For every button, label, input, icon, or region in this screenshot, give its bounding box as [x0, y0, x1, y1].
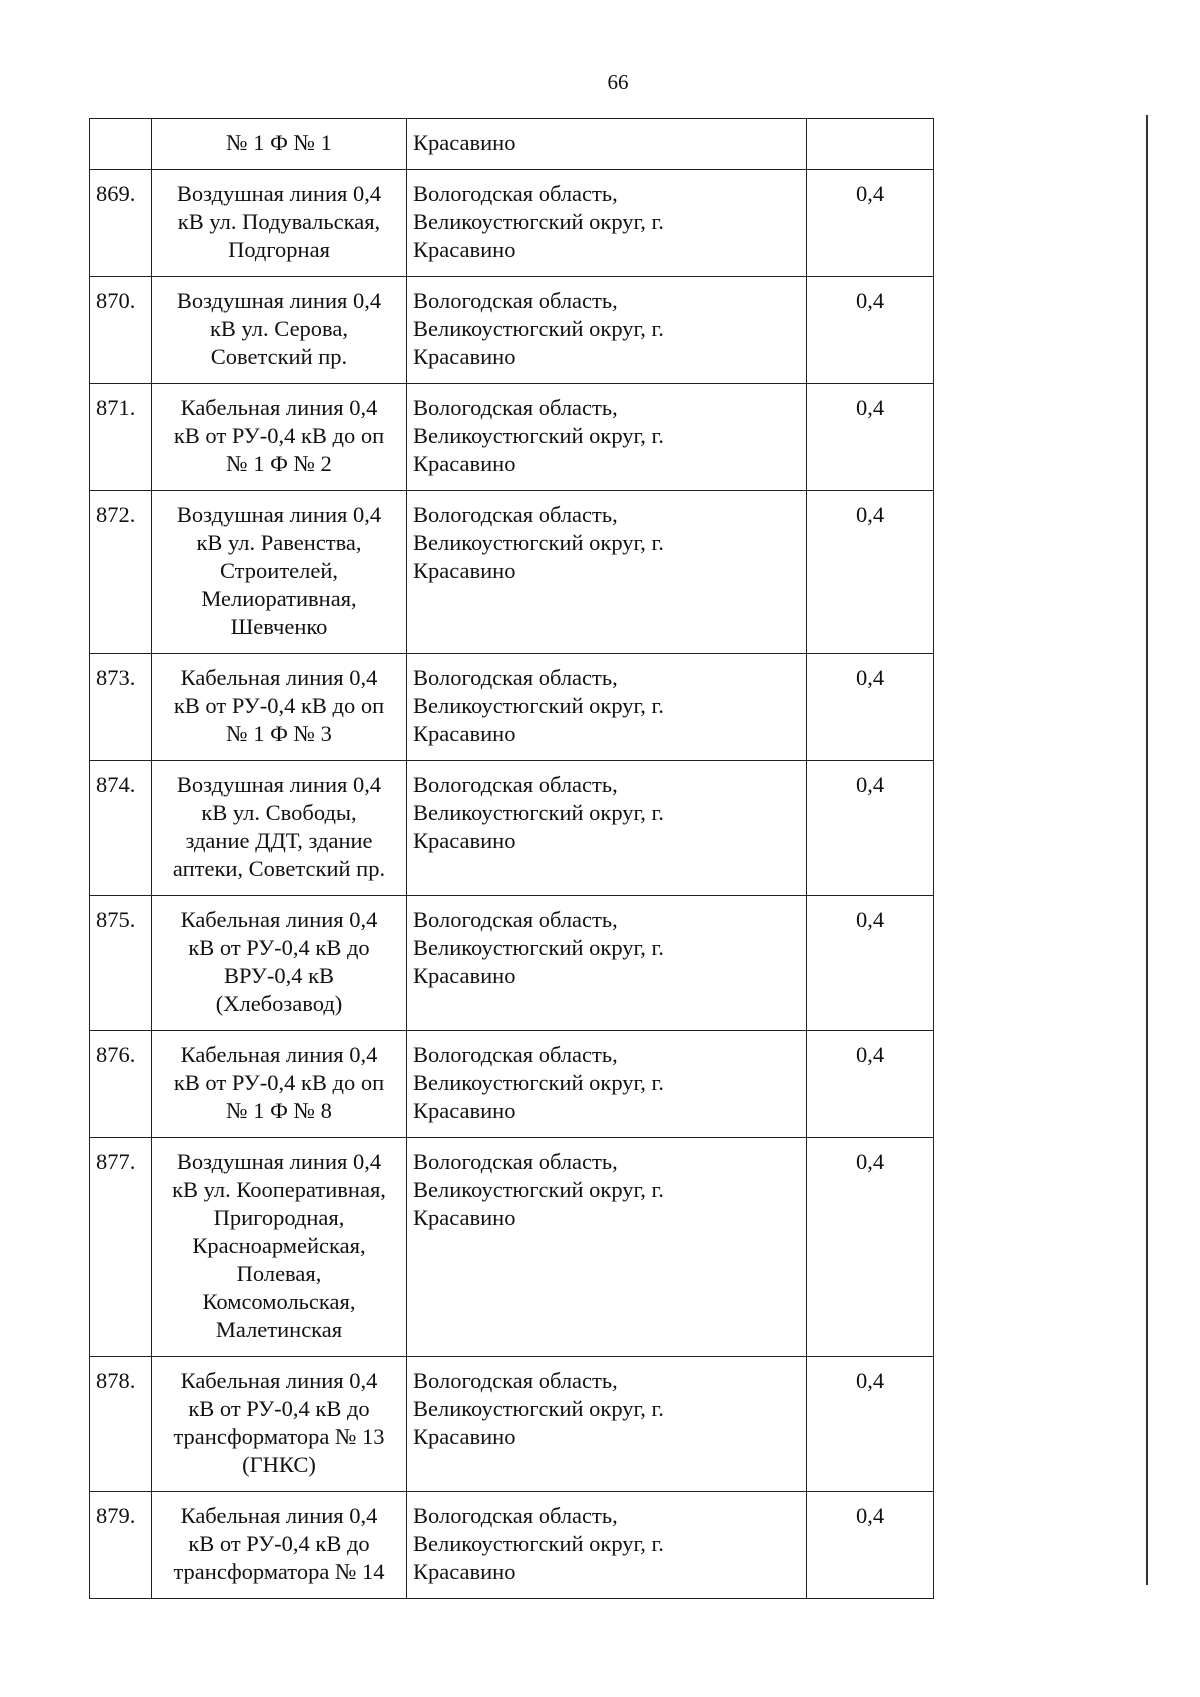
object-name-cell: [152, 491, 407, 654]
address-line: Красавино: [413, 451, 516, 476]
object-name-line: кВ ул. Равенства,: [196, 530, 362, 555]
voltage-value: 0,4: [807, 1492, 934, 1599]
object-name-line: № 1 Ф № 3: [226, 721, 332, 746]
object-name-line: Кабельная линия 0,4: [180, 1503, 378, 1528]
object-name-line: Строителей,: [219, 558, 339, 583]
object-name-line: кВ ул. Кооперативная,: [172, 1177, 386, 1202]
table-row: [90, 1138, 934, 1357]
address-line: Великоустюгский округ, г.: [413, 530, 664, 555]
address-line: Вологодская область,: [413, 1042, 618, 1067]
object-name-cell: [152, 277, 407, 384]
object-name-line: Кабельная линия 0,4: [180, 665, 378, 690]
row-number: 875.: [90, 896, 152, 1031]
object-name-line: кВ ул. Подувальская,: [177, 209, 381, 234]
object-name-line: № 1 Ф № 1: [226, 130, 332, 155]
address-line: Великоустюгский округ, г.: [413, 1177, 664, 1202]
voltage-value: 0,4: [807, 654, 934, 761]
table-row: [90, 761, 934, 896]
table-row: [90, 491, 934, 654]
address-line: Великоустюгский округ, г.: [413, 693, 664, 718]
row-number: 869.: [90, 170, 152, 277]
address-cell: [407, 1492, 807, 1599]
voltage-value: 0,4: [807, 491, 934, 654]
object-name-line: Шевченко: [230, 614, 328, 639]
address-cell: [407, 896, 807, 1031]
address-line: Великоустюгский округ, г.: [413, 423, 664, 448]
voltage-value: 0,4: [807, 1031, 934, 1138]
object-name-line: Кабельная линия 0,4: [180, 395, 378, 420]
row-number: 873.: [90, 654, 152, 761]
object-name-line: кВ от РУ-0,4 кВ до: [188, 935, 370, 960]
object-name-cell: [152, 1031, 407, 1138]
address-line: Великоустюгский округ, г.: [413, 1531, 664, 1556]
object-name-cell: [152, 384, 407, 491]
object-name-line: Кабельная линия 0,4: [180, 1368, 378, 1393]
address-cell: [407, 1357, 807, 1492]
object-name-cell: [152, 1357, 407, 1492]
address-line: Вологодская область,: [413, 502, 618, 527]
object-name-line: аптеки, Советский пр.: [172, 856, 386, 881]
address-line: Красавино: [413, 1424, 516, 1449]
address-cell: [407, 654, 807, 761]
table-row: [90, 119, 934, 170]
margin-rule: [1146, 115, 1148, 1585]
object-name-line: Кабельная линия 0,4: [180, 1042, 378, 1067]
address-line: Красавино: [413, 130, 516, 155]
table-row: [90, 1357, 934, 1492]
row-number: [90, 119, 152, 170]
object-name-line: № 1 Ф № 2: [226, 451, 332, 476]
address-line: Красавино: [413, 963, 516, 988]
address-line: Великоустюгский округ, г.: [413, 209, 664, 234]
row-number: 876.: [90, 1031, 152, 1138]
row-number: 870.: [90, 277, 152, 384]
object-name-line: (ГНКС): [242, 1452, 316, 1477]
voltage-value: 0,4: [807, 277, 934, 384]
object-name-line: трансформатора № 14: [173, 1559, 385, 1584]
object-name-cell: [152, 761, 407, 896]
object-name-line: № 1 Ф № 8: [226, 1098, 332, 1123]
address-line: Красавино: [413, 828, 516, 853]
object-name-line: Комсомольская,: [202, 1289, 356, 1314]
address-line: Вологодская область,: [413, 1368, 618, 1393]
object-name-line: Советский пр.: [210, 344, 348, 369]
table-row: [90, 1031, 934, 1138]
voltage-value: 0,4: [807, 1138, 934, 1357]
address-cell: [407, 761, 807, 896]
address-cell: [407, 384, 807, 491]
object-name-line: Малетинская: [215, 1317, 343, 1342]
address-line: Вологодская область,: [413, 181, 618, 206]
table-row: [90, 654, 934, 761]
address-line: Великоустюгский округ, г.: [413, 316, 664, 341]
object-name-line: ВРУ-0,4 кВ: [223, 963, 335, 988]
table-row: [90, 170, 934, 277]
object-name-line: (Хлебозавод): [215, 991, 343, 1016]
address-line: Красавино: [413, 237, 516, 262]
object-name-line: кВ от РУ-0,4 кВ до: [188, 1531, 370, 1556]
address-line: Вологодская область,: [413, 772, 618, 797]
voltage-value: [807, 119, 934, 170]
address-cell: [407, 170, 807, 277]
address-cell: [407, 277, 807, 384]
object-name-line: Воздушная линия 0,4: [176, 1149, 382, 1174]
object-name-line: Полевая,: [236, 1261, 322, 1286]
page-number: 66: [607, 70, 629, 94]
voltage-value: 0,4: [807, 896, 934, 1031]
address-cell: [407, 1138, 807, 1357]
address-cell: [407, 119, 807, 170]
table-row: [90, 1492, 934, 1599]
row-number: 871.: [90, 384, 152, 491]
table-row: [90, 896, 934, 1031]
address-line: Великоустюгский округ, г.: [413, 1070, 664, 1095]
object-name-line: Воздушная линия 0,4: [176, 181, 382, 206]
voltage-value: 0,4: [807, 170, 934, 277]
address-line: Вологодская область,: [413, 1503, 618, 1528]
voltage-value: 0,4: [807, 384, 934, 491]
object-name-line: здание ДДТ, здание: [185, 828, 373, 853]
object-name-line: Воздушная линия 0,4: [176, 288, 382, 313]
address-line: Вологодская область,: [413, 907, 618, 932]
voltage-value: 0,4: [807, 761, 934, 896]
object-name-line: Воздушная линия 0,4: [176, 772, 382, 797]
address-line: Красавино: [413, 1098, 516, 1123]
address-line: Великоустюгский округ, г.: [413, 800, 664, 825]
object-name-line: кВ ул. Серова,: [209, 316, 348, 341]
object-name-cell: [152, 119, 407, 170]
object-name-cell: [152, 654, 407, 761]
row-number: 878.: [90, 1357, 152, 1492]
object-name-cell: [152, 1492, 407, 1599]
object-name-line: кВ от РУ-0,4 кВ до оп: [173, 693, 385, 718]
address-line: Красавино: [413, 721, 516, 746]
object-name-line: трансформатора № 13: [173, 1424, 385, 1449]
object-name-cell: [152, 1138, 407, 1357]
address-line: Вологодская область,: [413, 1149, 618, 1174]
object-name-line: Воздушная линия 0,4: [176, 502, 382, 527]
address-line: Великоустюгский округ, г.: [413, 1396, 664, 1421]
address-line: Великоустюгский округ, г.: [413, 935, 664, 960]
row-number: 879.: [90, 1492, 152, 1599]
object-name-line: кВ от РУ-0,4 кВ до оп: [173, 423, 385, 448]
table-body: [90, 119, 934, 1599]
row-number: 872.: [90, 491, 152, 654]
object-name-line: Кабельная линия 0,4: [180, 907, 378, 932]
row-number: 877.: [90, 1138, 152, 1357]
object-name-line: кВ ул. Свободы,: [201, 800, 357, 825]
object-name-line: Красноармейская,: [192, 1233, 366, 1258]
address-line: Красавино: [413, 344, 516, 369]
object-name-cell: [152, 170, 407, 277]
voltage-value: 0,4: [807, 1357, 934, 1492]
address-line: Красавино: [413, 1205, 516, 1230]
object-name-cell: [152, 896, 407, 1031]
objects-table: [89, 118, 934, 1599]
object-name-line: Пригородная,: [213, 1205, 345, 1230]
object-name-line: Мелиоративная,: [201, 586, 357, 611]
object-name-line: Подгорная: [228, 237, 330, 262]
address-line: Вологодская область,: [413, 665, 618, 690]
table-row: [90, 384, 934, 491]
object-name-line: кВ от РУ-0,4 кВ до оп: [173, 1070, 385, 1095]
address-line: Красавино: [413, 1559, 516, 1584]
table-row: [90, 277, 934, 384]
address-line: Красавино: [413, 558, 516, 583]
row-number: 874.: [90, 761, 152, 896]
address-cell: [407, 491, 807, 654]
address-line: Вологодская область,: [413, 288, 618, 313]
address-line: Вологодская область,: [413, 395, 618, 420]
address-cell: [407, 1031, 807, 1138]
object-name-line: кВ от РУ-0,4 кВ до: [188, 1396, 370, 1421]
